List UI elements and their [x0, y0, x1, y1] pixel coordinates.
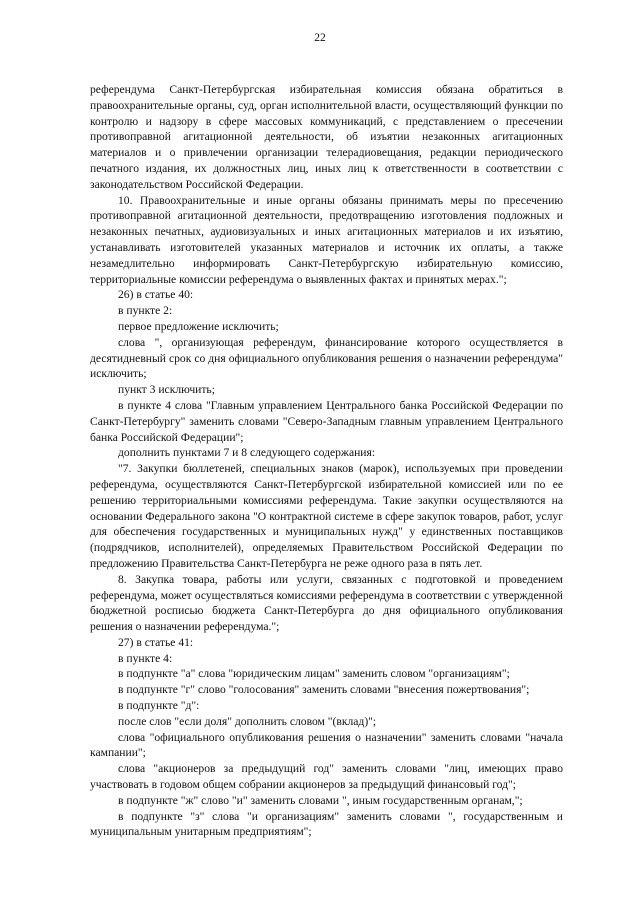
- paragraph: в пункте 4:: [118, 651, 173, 665]
- paragraph: слова "официального опубликования решения о назначении" заменить словами "начала кампании";: [90, 730, 563, 760]
- document-body: [90, 82, 563, 840]
- paragraph: слова "акционеров за предыдущий год" заменить словами "лиц, имеющих право участвовать в годовом общем собрании акционеров за предыдущий финансовый год";: [90, 762, 563, 792]
- paragraph: 26) в статье 40:: [118, 288, 194, 302]
- paragraph: в подпункте "а" слова "юридическим лицам" заменить словом "организациям";: [118, 667, 510, 681]
- paragraph: в пункте 4 слова "Главным управлением Центрального банка Российской Федерации по Санкт-Петербургу" заменить словами "Северо-Западным главным управлением Центрального банка Российской Федерации";: [90, 398, 563, 444]
- paragraph: после слов "если доля" дополнить словом "(вклад)";: [118, 714, 377, 728]
- paragraph: первое предложение исключить;: [118, 319, 279, 333]
- paragraph: дополнить пунктами 7 и 8 следующего содержания:: [118, 446, 376, 460]
- paragraph: слова ", организующая референдум, финансирование которого осуществляется в десятидневный срок со дня официального опубликования решения о назначении референдума" исключить;: [90, 335, 563, 381]
- paragraph: референдума Санкт-Петербургская избирательная комиссия обязана обратиться в правоохранительные органы, суд, орган исполнительной власти, осуществляющий функции по контролю и надзору в сфере массовых коммуникаций, с представлением о пресечении противоправной агитационной деятельности, об изъятии незаконных агитационных материалов и о привлечении организации телерадиовещания, редакции периодического печатного издания, их должностных лиц, иных лиц к ответственности в соответствии с законодательством Российской Федерации.: [90, 83, 563, 191]
- paragraph: 8. Закупка товара, работы или услуги, связанных с подготовкой и проведением референдума, может осуществляться комиссиями референдума в соответствии с утвержденной бюджетной росписью бюджета Санкт-Петербурга до дня официального опубликования решения о назначении референдума.";: [90, 572, 563, 634]
- paragraph: "7. Закупки бюллетеней, специальных знаков (марок), используемых при проведении референдума, осуществляются Санкт-Петербургской избирательной комиссией или по ее решению территориальными комиссиями референдума. Такие закупки осуществляются на основании Федерального закона "О контрактной системе в сфере закупок товаров, работ, услуг для обеспечения государственных и муниципальных нужд" у единственных поставщиков (подрядчиков, исполнителей), определяемых Правительством Российской Федерации по предложению Правительства Санкт-Петербурга не реже одного раза в пять лет.: [90, 462, 563, 570]
- paragraph: 10. Правоохранительные и иные органы обязаны принимать меры по пресечению противоправной агитационной деятельности, предотвращению изготовления подложных и незаконных печатных, аудиовизуальных и иных агитационных материалов и их изъятию, устанавливать изготовителей указанных материалов и источник их оплаты, а также незамедлительно информировать Санкт-Петербургскую избирательную комиссию, территориальные комиссии референдума о выявленных фактах и принятых мерах.";: [90, 193, 563, 286]
- paragraph: 27) в статье 41:: [118, 635, 194, 649]
- paragraph: пункт 3 исключить;: [118, 383, 215, 397]
- paragraph: в пункте 2:: [118, 304, 173, 318]
- paragraph: в подпункте "з" слова "и организациям" заменить словами ", государственным и муниципальным унитарным предприятиям";: [90, 809, 563, 839]
- paragraph: в подпункте "г" слово "голосования" заменить словами "внесения пожертвования";: [118, 683, 530, 697]
- page-number: 22: [314, 32, 326, 44]
- paragraph: в подпункте "ж" слово "и" заменить словами ", иным государственным органам,";: [118, 793, 523, 807]
- paragraph: в подпункте "д":: [118, 699, 200, 713]
